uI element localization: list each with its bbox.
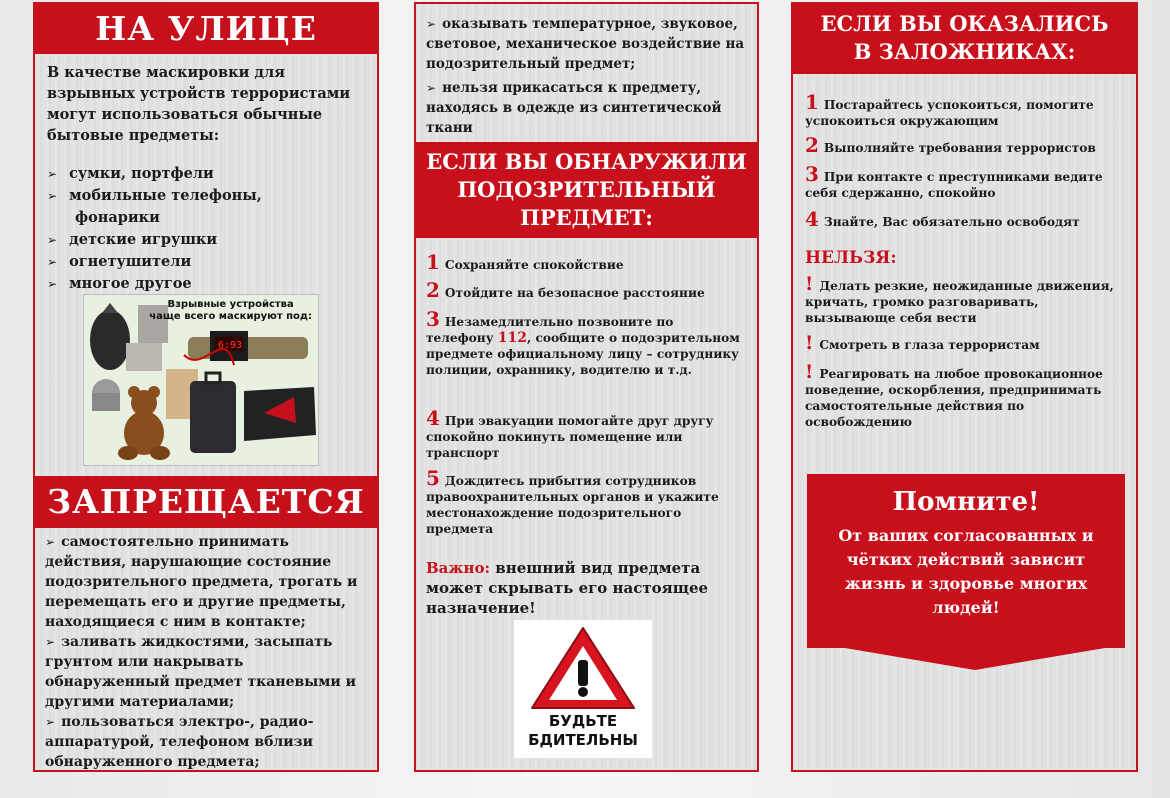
hostage-step-2: 2 Выполняйте требования террористов [805, 133, 1096, 157]
forbidden-title: ЗАПРЕЩАЕТСЯ [35, 476, 377, 528]
be-vigilant-sign [514, 620, 652, 758]
remember-box [807, 474, 1125, 648]
hostage-title: ЕСЛИ ВЫ ОКАЗАЛИСЬ В ЗАЛОЖНИКАХ: [793, 4, 1136, 74]
street-intro: В качестве маскировки для взрывных устройств террористами могут использоваться обычные бытовые предметы: [47, 64, 351, 144]
photo-caption: Взрывные устройства чаще всего маскируют под: [149, 299, 312, 322]
list-item: ➢ заливать жидкостями, засыпать грунтом или накрывать обнаруженный предмет тканевыми и другими материалами; [45, 634, 357, 710]
step-2: 2 Отойдите на безопасное расстояние [426, 278, 705, 302]
hostage-step-1: 1 Постарайтесь успокоиться, помогите успокоиться окружающим [805, 90, 1094, 128]
list-item: ➢ нельзя прикасаться к предмету, находясь в одежде из синтетической ткани [426, 80, 722, 136]
disguised-items-photo [83, 294, 319, 466]
remember-pointer [845, 648, 1105, 670]
street-title: НА УЛИЦЕ [35, 4, 377, 54]
nelzya-title: НЕЛЬЗЯ: [805, 248, 897, 268]
list-item: ➢ самостоятельно принимать действия, нарушающие состояние подозрительного предмета, трогать и перемещать его и другие предметы, находящиеся с ним в контакте; [45, 534, 358, 630]
important-note: Важно: внешний вид предмета может скрывать его настоящее назначение! [426, 559, 709, 617]
step-5: 5 Дождитесь прибытия сотрудников правоохранительных органов и укажите местонахождение подозрительного предмета [426, 466, 719, 536]
sign-text: БУДЬТЕ БДИТЕЛЬНЫ [528, 712, 638, 749]
list-item: ➢ детские игрушки [47, 231, 218, 248]
hostage-step-4: 4 Знайте, Вас обязательно освободят [805, 207, 1080, 231]
list-item: ! Смотреть в глаза террористам [805, 332, 1040, 354]
list-item: ! Делать резкие, неожиданные движения, кричать, громко разговаривать, вызывающе себя вести [805, 273, 1114, 325]
list-item: ➢ многое другое [47, 275, 192, 292]
list-item: ➢ огнетушители [47, 253, 192, 270]
panel-suspicious-item [414, 2, 759, 772]
list-item: ➢ пользоваться электро-, радио-аппаратурой, телефоном вблизи обнаруженного предмета; [45, 714, 314, 770]
list-item: ➢ сумки, портфели [47, 165, 214, 182]
remember-text: От ваших согласованных и чётких действий зависит жизнь и здоровье многих людей! [838, 526, 1094, 617]
list-item: ➢ оказывать температурное, звуковое, световое, механическое воздействие на подозрительный предмет; [426, 16, 745, 72]
hostage-step-3: 3 При контакте с преступниками ведите себя сдержанно, спокойно [805, 162, 1103, 200]
step-1: 1 Сохраняйте спокойствие [426, 250, 624, 274]
panel-hostage [791, 2, 1138, 772]
list-item: ➢ мобильные телефоны, [47, 187, 262, 204]
remember-title: Помните! [892, 487, 1040, 517]
step-3: 3 Незамедлительно позвоните по телефону 112, сообщите о подозрительном предмете официальному лицу – сотруднику полиции, охраннику, водителю и т.д. [426, 307, 740, 377]
list-item: ! Реагировать на любое провокационное поведение, оскорбления, предпринимать самостоятельные действия по освобождению [805, 361, 1103, 429]
step-4: 4 При эвакуации помогайте друг другу спокойно покинуть помещение или транспорт [426, 406, 714, 460]
found-title: ЕСЛИ ВЫ ОБНАРУЖИЛИ ПОДОЗРИТЕЛЬНЫЙ ПРЕДМЕТ: [416, 142, 757, 238]
list-item: фонарики [75, 209, 160, 226]
panel-on-street [33, 2, 379, 772]
svg-text:6:93: 6:93 [218, 340, 243, 351]
